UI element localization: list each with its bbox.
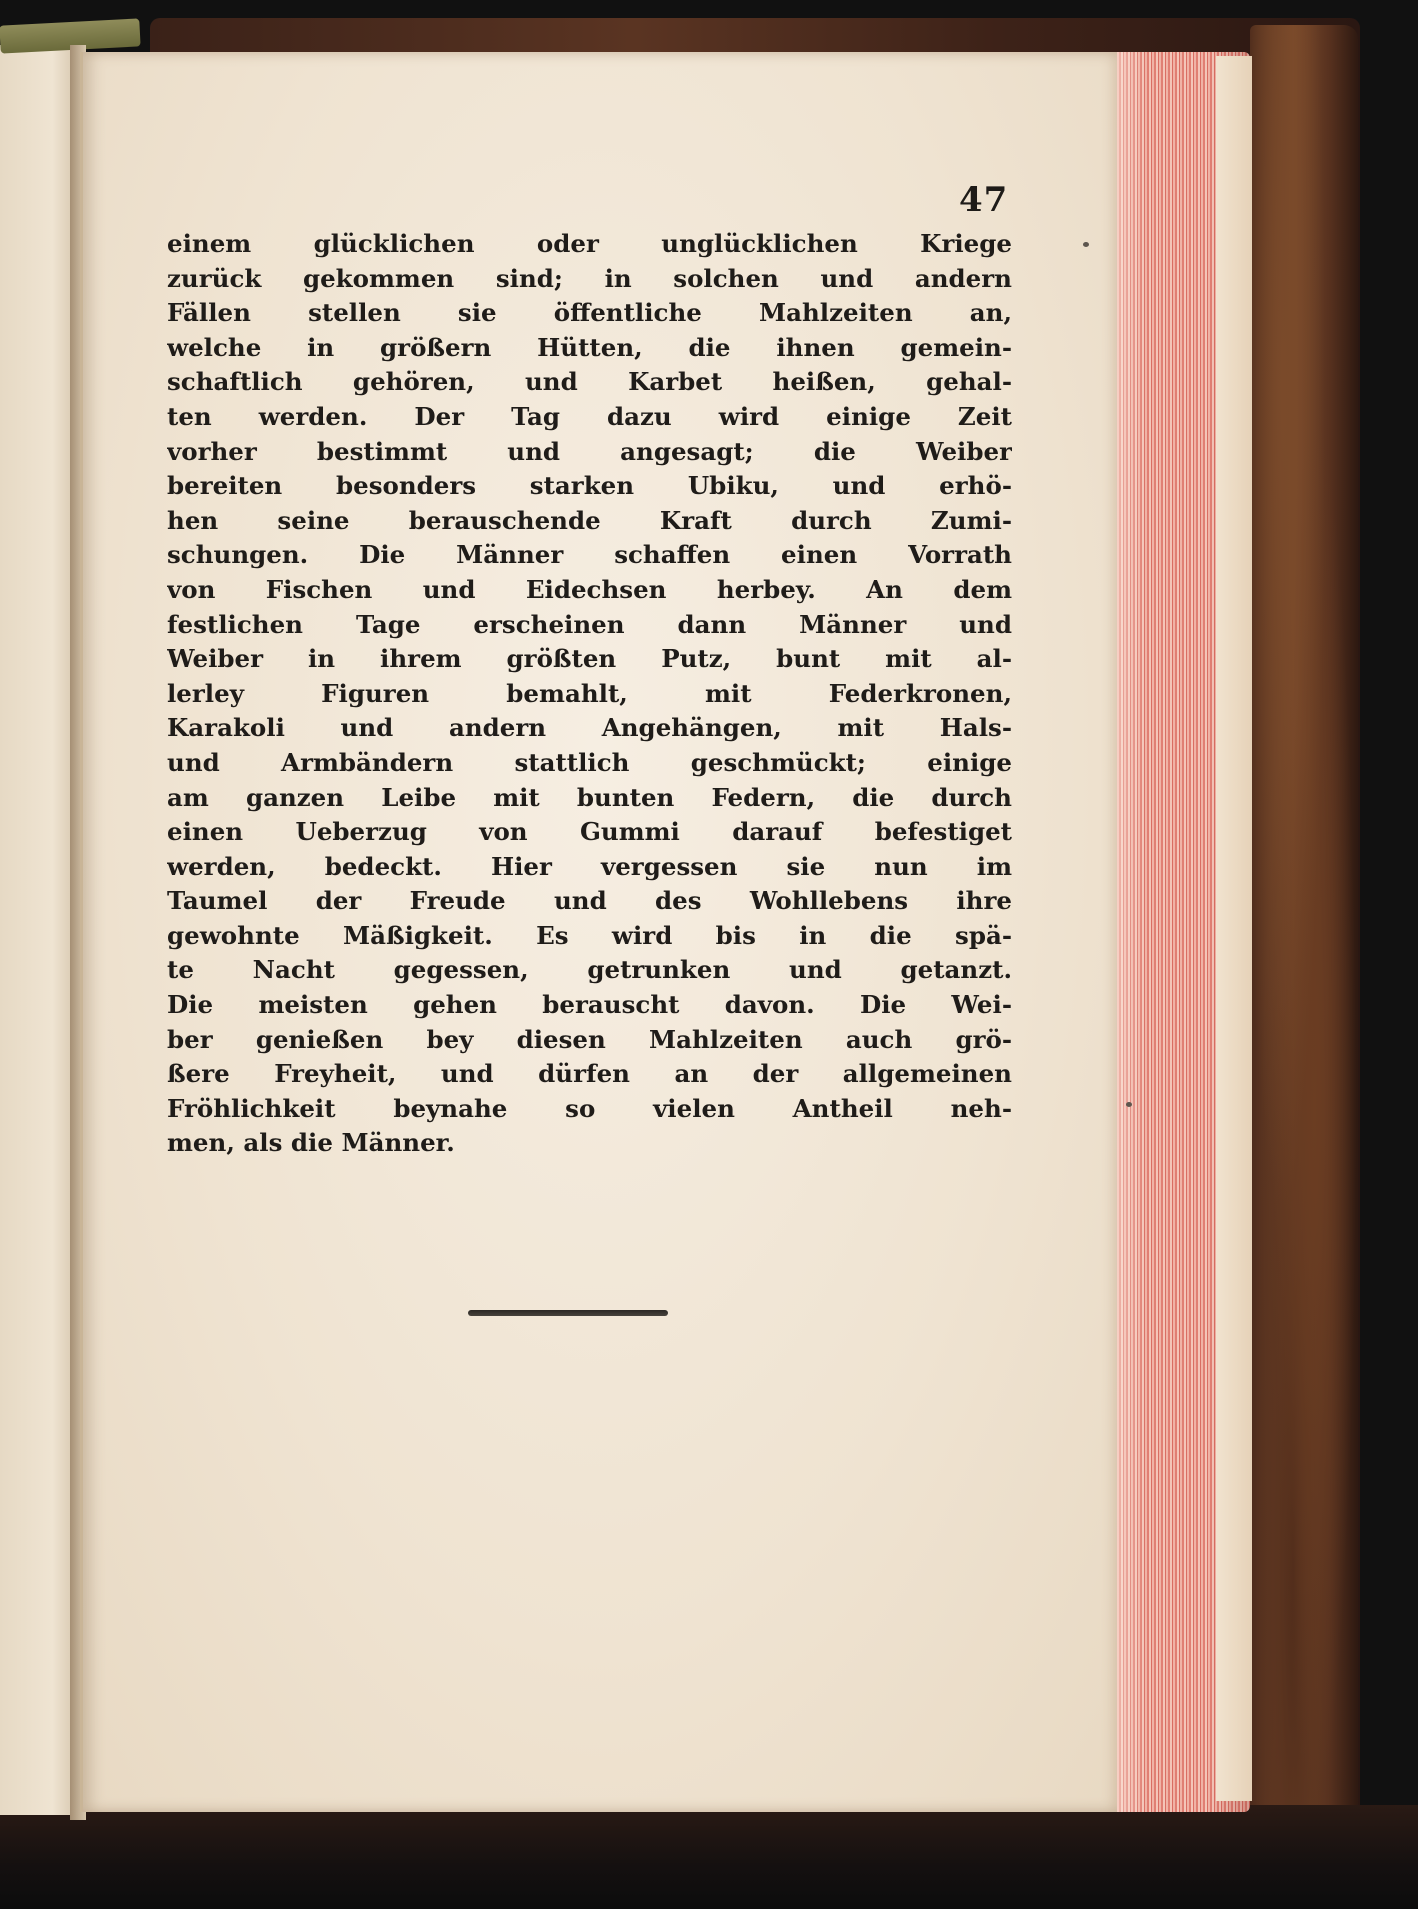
text-line: von Fischen und Eidechsen herbey. An dem xyxy=(167,574,1012,604)
text-line: men, als die Männer. xyxy=(167,1128,455,1158)
text-line: einen Ueberzug von Gummi darauf befestiget xyxy=(167,817,1012,847)
text-line: Fällen stellen sie öffentliche Mahlzeiten an, xyxy=(167,298,1012,328)
background-strip xyxy=(0,1805,1418,1909)
text-line: Die meisten gehen berauscht davon. Die Wei- xyxy=(167,990,1012,1020)
text-line: lerley Figuren bemahlt, mit Federkronen, xyxy=(167,678,1012,708)
text-line: Weiber in ihrem größten Putz, bunt mit al- xyxy=(167,644,1012,674)
paper-speck xyxy=(1126,1102,1132,1107)
text-line: vorher bestimmt und angesagt; die Weiber xyxy=(167,436,1012,466)
leather-cover-edge xyxy=(1250,25,1358,1835)
text-line: hen seine berauschende Kraft durch Zumi- xyxy=(167,505,1012,535)
text-line: gewohnte Mäßigkeit. Es wird bis in die spä- xyxy=(167,920,1012,950)
text-line: ten werden. Der Tag dazu wird einige Zeit xyxy=(167,401,1012,431)
left-page xyxy=(0,45,77,1815)
text-line: Karakoli und andern Angehängen, mit Hals- xyxy=(167,713,1012,743)
text-line: werden, bedeckt. Hier vergessen sie nun im xyxy=(167,851,1012,881)
text-line: te Nacht gegessen, getrunken und getanzt. xyxy=(167,955,1012,985)
text-line: und Armbändern stattlich geschmückt; einige xyxy=(167,747,1012,777)
text-line: einem glücklichen oder unglücklichen Kriege xyxy=(167,229,1012,258)
text-line: ber genießen bey diesen Mahlzeiten auch grö- xyxy=(167,1024,1012,1054)
text-line: zurück gekommen sind; in solchen und andern xyxy=(167,263,1012,293)
page-edges-cream xyxy=(1216,56,1252,1801)
text-line: schungen. Die Männer schaffen einen Vorrath xyxy=(167,540,1012,570)
paper-speck xyxy=(1083,242,1089,247)
text-line: welche in größern Hütten, die ihnen gemein- xyxy=(167,332,1012,362)
text-line: am ganzen Leibe mit bunten Federn, die durch xyxy=(167,782,1012,812)
text-line: Fröhlichkeit beynahe so vielen Antheil neh- xyxy=(167,1093,1012,1123)
text-line: schaftlich gehören, und Karbet heißen, gehal- xyxy=(167,367,1012,397)
text-line: festlichen Tage erscheinen dann Männer und xyxy=(167,609,1012,639)
body-text xyxy=(167,227,1012,1161)
page-number: 47 xyxy=(959,180,1009,220)
text-line: ßere Freyheit, und dürfen an der allgemeinen xyxy=(167,1059,1012,1089)
right-page xyxy=(80,52,1117,1812)
end-rule xyxy=(468,1310,668,1316)
text-line: bereiten besonders starken Ubiku, und erhö- xyxy=(167,471,1012,501)
text-line: Taumel der Freude und des Wohllebens ihre xyxy=(167,886,1012,916)
